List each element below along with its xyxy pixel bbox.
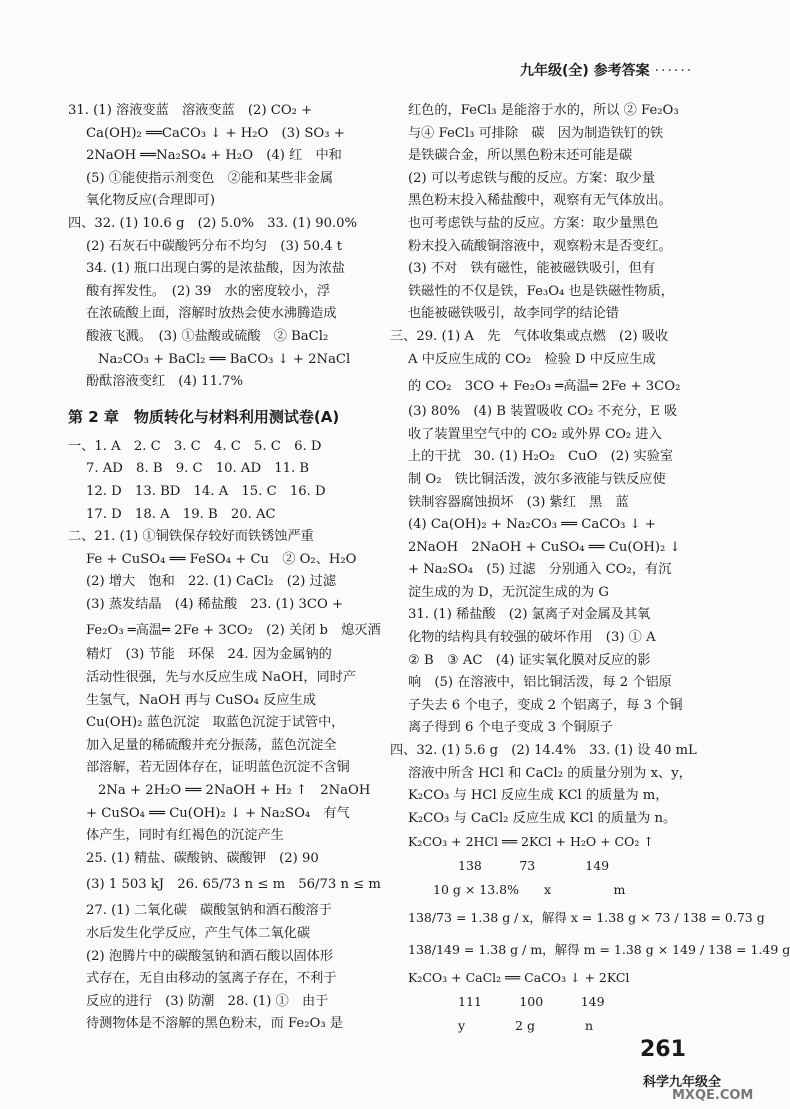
answer-line: 待测物体是不溶解的黑色粉末，而 Fe₂O₃ 是 [86, 1016, 343, 1032]
calc-line: 138/73 = 1.38 g / x，解得 x = 1.38 g × 73 / 138 = 0.73 g [408, 910, 765, 926]
answer-line: 溶液中所含 HCl 和 CaCl₂ 的质量分别为 x、y， [408, 765, 692, 781]
answer-line: 34. (1) 瓶口出现白雾的是浓盐酸，因为浓盐 [86, 261, 346, 277]
answer-line: 也能被磁铁吸引，故李同学的结论错 [408, 306, 619, 322]
answer-line: 酚酞溶液变红 (4) 11.7% [86, 374, 244, 390]
answer-line: (3) 不对 铁有磁性，能被磁铁吸引，但有 [408, 261, 656, 277]
answer-line: 离子得到 6 个电子变成 3 个铜原子 [408, 720, 613, 736]
answer-line: Cu(OH)₂ 蓝色沉淀 取蓝色沉淀于试管中， [86, 715, 345, 731]
answer-line: 25. (1) 精盐、碳酸钠、碳酸钾 (2) 90 [86, 850, 319, 866]
answer-line: 的 CO₂ 3CO + Fe₂O₃ ═高温═ 2Fe + 3CO₂ [408, 379, 681, 395]
answer-line: (3) 80% (4) B 装置吸收 CO₂ 不充分，E 吸 [408, 404, 678, 420]
answer-line: 也可考虑铁与盐的反应。方案：取少量黑色 [408, 215, 659, 231]
answer-line: (5) ①能使指示剂变色 ②能和某些非金属 [86, 170, 334, 186]
answer-line: + Na₂SO₄ (5) 过滤 分别通入 CO₂，有沉 [408, 562, 672, 578]
answer-line: Fe₂O₃ ═高温═ 2Fe + 3CO₂ (2) 关闭 b 熄灭酒 [86, 623, 381, 639]
answer-line: K₂CO₃ 与 CaCl₂ 反应生成 KCl 的质量为 n。 [408, 810, 677, 826]
answer-line: 31. (1) 稀盐酸 (2) 氯离子对金属及其氧 [408, 607, 651, 623]
footer-book-title: 科学九年级全 [643, 1075, 722, 1090]
answer-line: 子失去 6 个电子，变成 2 个铝离子，每 3 个铜 [408, 697, 683, 713]
answer-line: 收了装置里空气中的 CO₂ 或外界 CO₂ 进入 [408, 426, 662, 442]
calc-line: 138 73 149 [408, 858, 610, 874]
answer-line: K₂CO₃ 与 HCl 反应生成 KCl 的质量为 m， [408, 788, 669, 804]
left-column [68, 100, 381, 1036]
answer-line: 上的干扰 30. (1) H₂O₂ CuO (2) 实验室 [408, 449, 674, 465]
calculation-block [390, 830, 790, 1038]
answer-line: (2) 石灰石中碳酸钙分布不均匀 (3) 50.4 t [86, 238, 343, 254]
calc-line: 10 g × 13.8% x m [408, 882, 626, 898]
answer-line: 铁制容器腐蚀损坏 (3) 紫红 黑 蓝 [408, 494, 629, 510]
answer-line: 2NaOH 2NaOH + CuSO₄ ══ Cu(OH)₂ ↓ [408, 539, 681, 555]
header-title-bar [520, 60, 750, 86]
answer-line: (2) 泡腾片中的碳酸氢钠和酒石酸以固体形 [86, 948, 334, 964]
answer-line: 式存在，无自由移动的氢离子存在，不利于 [86, 971, 337, 987]
answer-line: 生氢气，NaOH 再与 CuSO₄ 反应生成 [86, 692, 316, 708]
answer-line: 一、1. A 2. C 3. C 4. C 5. C 6. D [68, 438, 322, 454]
right-column [390, 100, 790, 1038]
answer-line: 7. AD 8. B 9. C 10. AD 11. B [86, 461, 310, 477]
answer-line: 加入足量的稀硫酸并充分振荡，蓝色沉淀全 [86, 737, 337, 753]
watermark-text: MXQE.COM [672, 1088, 754, 1103]
answer-line: (4) Ca(OH)₂ + Na₂CO₃ ══ CaCO₃ ↓ + [408, 517, 656, 533]
answer-line: 与④ FeCl₃ 可排除 碳 因为制造铁钉的铁 [408, 125, 664, 141]
answer-line: 活动性很强，先与水反应生成 NaOH，同时产 [86, 670, 357, 686]
answer-line: ② B ③ AC (4) 证实氧化膜对反应的影 [408, 652, 651, 668]
answer-line: 酸液飞溅。 (3) ①盐酸或硫酸 ② BaCl₂ [86, 328, 329, 344]
answer-line: 黑色粉末投入稀盐酸中，观察有无气体放出。 [408, 193, 672, 209]
chapter-title: 第 2 章 物质转化与材料利用测试卷(A) [68, 407, 340, 426]
answer-line: 响 (5) 在溶液中，铝比铜活泼，每 2 个铝原 [408, 675, 672, 691]
answer-line: 精灯 (3) 节能 环保 24. 因为金属钠的 [86, 647, 332, 663]
answer-line: (2) 可以考虑铁与酸的反应。方案：取少量 [408, 170, 656, 186]
answer-line: 制 O₂ 铁比铜活泼，波尔多液能与铁反应使 [408, 471, 666, 487]
answer-line: (3) 蒸发结晶 (4) 稀盐酸 23. (1) 3CO + [86, 596, 344, 612]
answer-line: A 中反应生成的 CO₂ 检验 D 中反应生成 [408, 351, 656, 367]
header-title: 九年级(全) 参考答案 [520, 63, 650, 79]
right-answers [390, 100, 740, 830]
answer-line: 体产生，同时有红褐色的沉淀产生 [86, 828, 284, 844]
calc-line: 138/149 = 1.38 g / m，解得 m = 1.38 g × 149 / 138 = 1.49 g [408, 942, 790, 958]
answer-line: 水后发生化学反应，产生气体二氧化碳 [86, 926, 311, 941]
answer-line: 2Na + 2H₂O ══ 2NaOH + H₂ ↑ 2NaOH [98, 783, 371, 799]
answer-line: 化物的结构具有较强的破坏作用 (3) ① A [408, 630, 656, 646]
answer-line: 31. (1) 溶液变蓝 溶液变蓝 (2) CO₂ + [68, 103, 313, 118]
answer-line: 12. D 13. BD 14. A 15. C 16. D [86, 483, 326, 499]
answer-line: 四、32. (1) 10.6 g (2) 5.0% 33. (1) 90.0% [68, 215, 358, 231]
calc-line: y 2 g n [408, 1018, 594, 1034]
answer-line: Na₂CO₃ + BaCl₂ ══ BaCO₃ ↓ + 2NaCl [98, 351, 351, 367]
answer-line: 部溶解，若无固体存在，证明蓝色沉淀不含铜 [86, 760, 350, 776]
answer-line: 27. (1) 二氧化碳 碳酸氢钠和酒石酸溶于 [86, 903, 332, 919]
answer-line: 在浓硫酸上面，溶解时放热会使水沸腾造成 [86, 306, 337, 322]
answer-line: 反应的进行 (3) 防潮 28. (1) ① 由于 [86, 993, 329, 1009]
calc-line: K₂CO₃ + CaCl₂ ══ CaCO₃ ↓ + 2KCl [408, 970, 630, 986]
header-dots: ······ [654, 63, 694, 79]
calc-line: 111 100 149 [408, 994, 605, 1010]
answer-line: 三、29. (1) A 先 气体收集或点燃 (2) 吸收 [390, 328, 669, 344]
answer-line: 红色的，FeCl₃ 是能溶于水的，所以 ② Fe₂O₃ [408, 103, 679, 118]
answer-line: 二、21. (1) ①铜铁保存较好而铁锈蚀严重 [68, 529, 314, 545]
answer-line: (2) 增大 饱和 22. (1) CaCl₂ (2) 过滤 [86, 574, 337, 590]
answer-line: 酸有挥发性。 (2) 39 水的密度较小，浮 [86, 283, 331, 299]
calc-line: K₂CO₃ + 2HCl ══ 2KCl + H₂O + CO₂ ↑ [408, 834, 654, 850]
answer-line: Fe + CuSO₄ ══ FeSO₄ + Cu ② O₂、H₂O [86, 551, 357, 567]
answer-line: 是铁碳合金，所以黑色粉末还可能是碳 [408, 148, 633, 164]
page-number: 261 [640, 1037, 686, 1062]
answer-line: 17. D 18. A 19. B 20. AC [86, 506, 276, 522]
answer-line: 氧化物反应(合理即可) [86, 193, 215, 209]
answer-line: + CuSO₄ ══ Cu(OH)₂ ↓ + Na₂SO₄ 有气 [86, 805, 350, 821]
answer-line: 2NaOH ══Na₂SO₄ + H₂O (4) 红 中和 [86, 148, 342, 164]
answer-line: 粉末投入硫酸铜溶液中，观察粉末是否变红。 [408, 238, 672, 254]
answer-line: 四、32. (1) 5.6 g (2) 14.4% 33. (1) 设 40 mL [390, 743, 697, 759]
answer-line: (3) 1 503 kJ 26. 65/73 n ≤ m 56/73 n ≤ m [86, 877, 381, 893]
answer-line: Ca(OH)₂ ══CaCO₃ ↓ + H₂O (3) SO₃ + [86, 125, 345, 141]
answer-line: 淀生成的为 D，无沉淀生成的为 G [408, 584, 609, 600]
left-answers-a [68, 100, 374, 394]
left-answers-b [68, 436, 381, 1036]
answer-line: 铁磁性的不仅是铁，Fe₃O₄ 也是铁磁性物质， [408, 283, 674, 299]
